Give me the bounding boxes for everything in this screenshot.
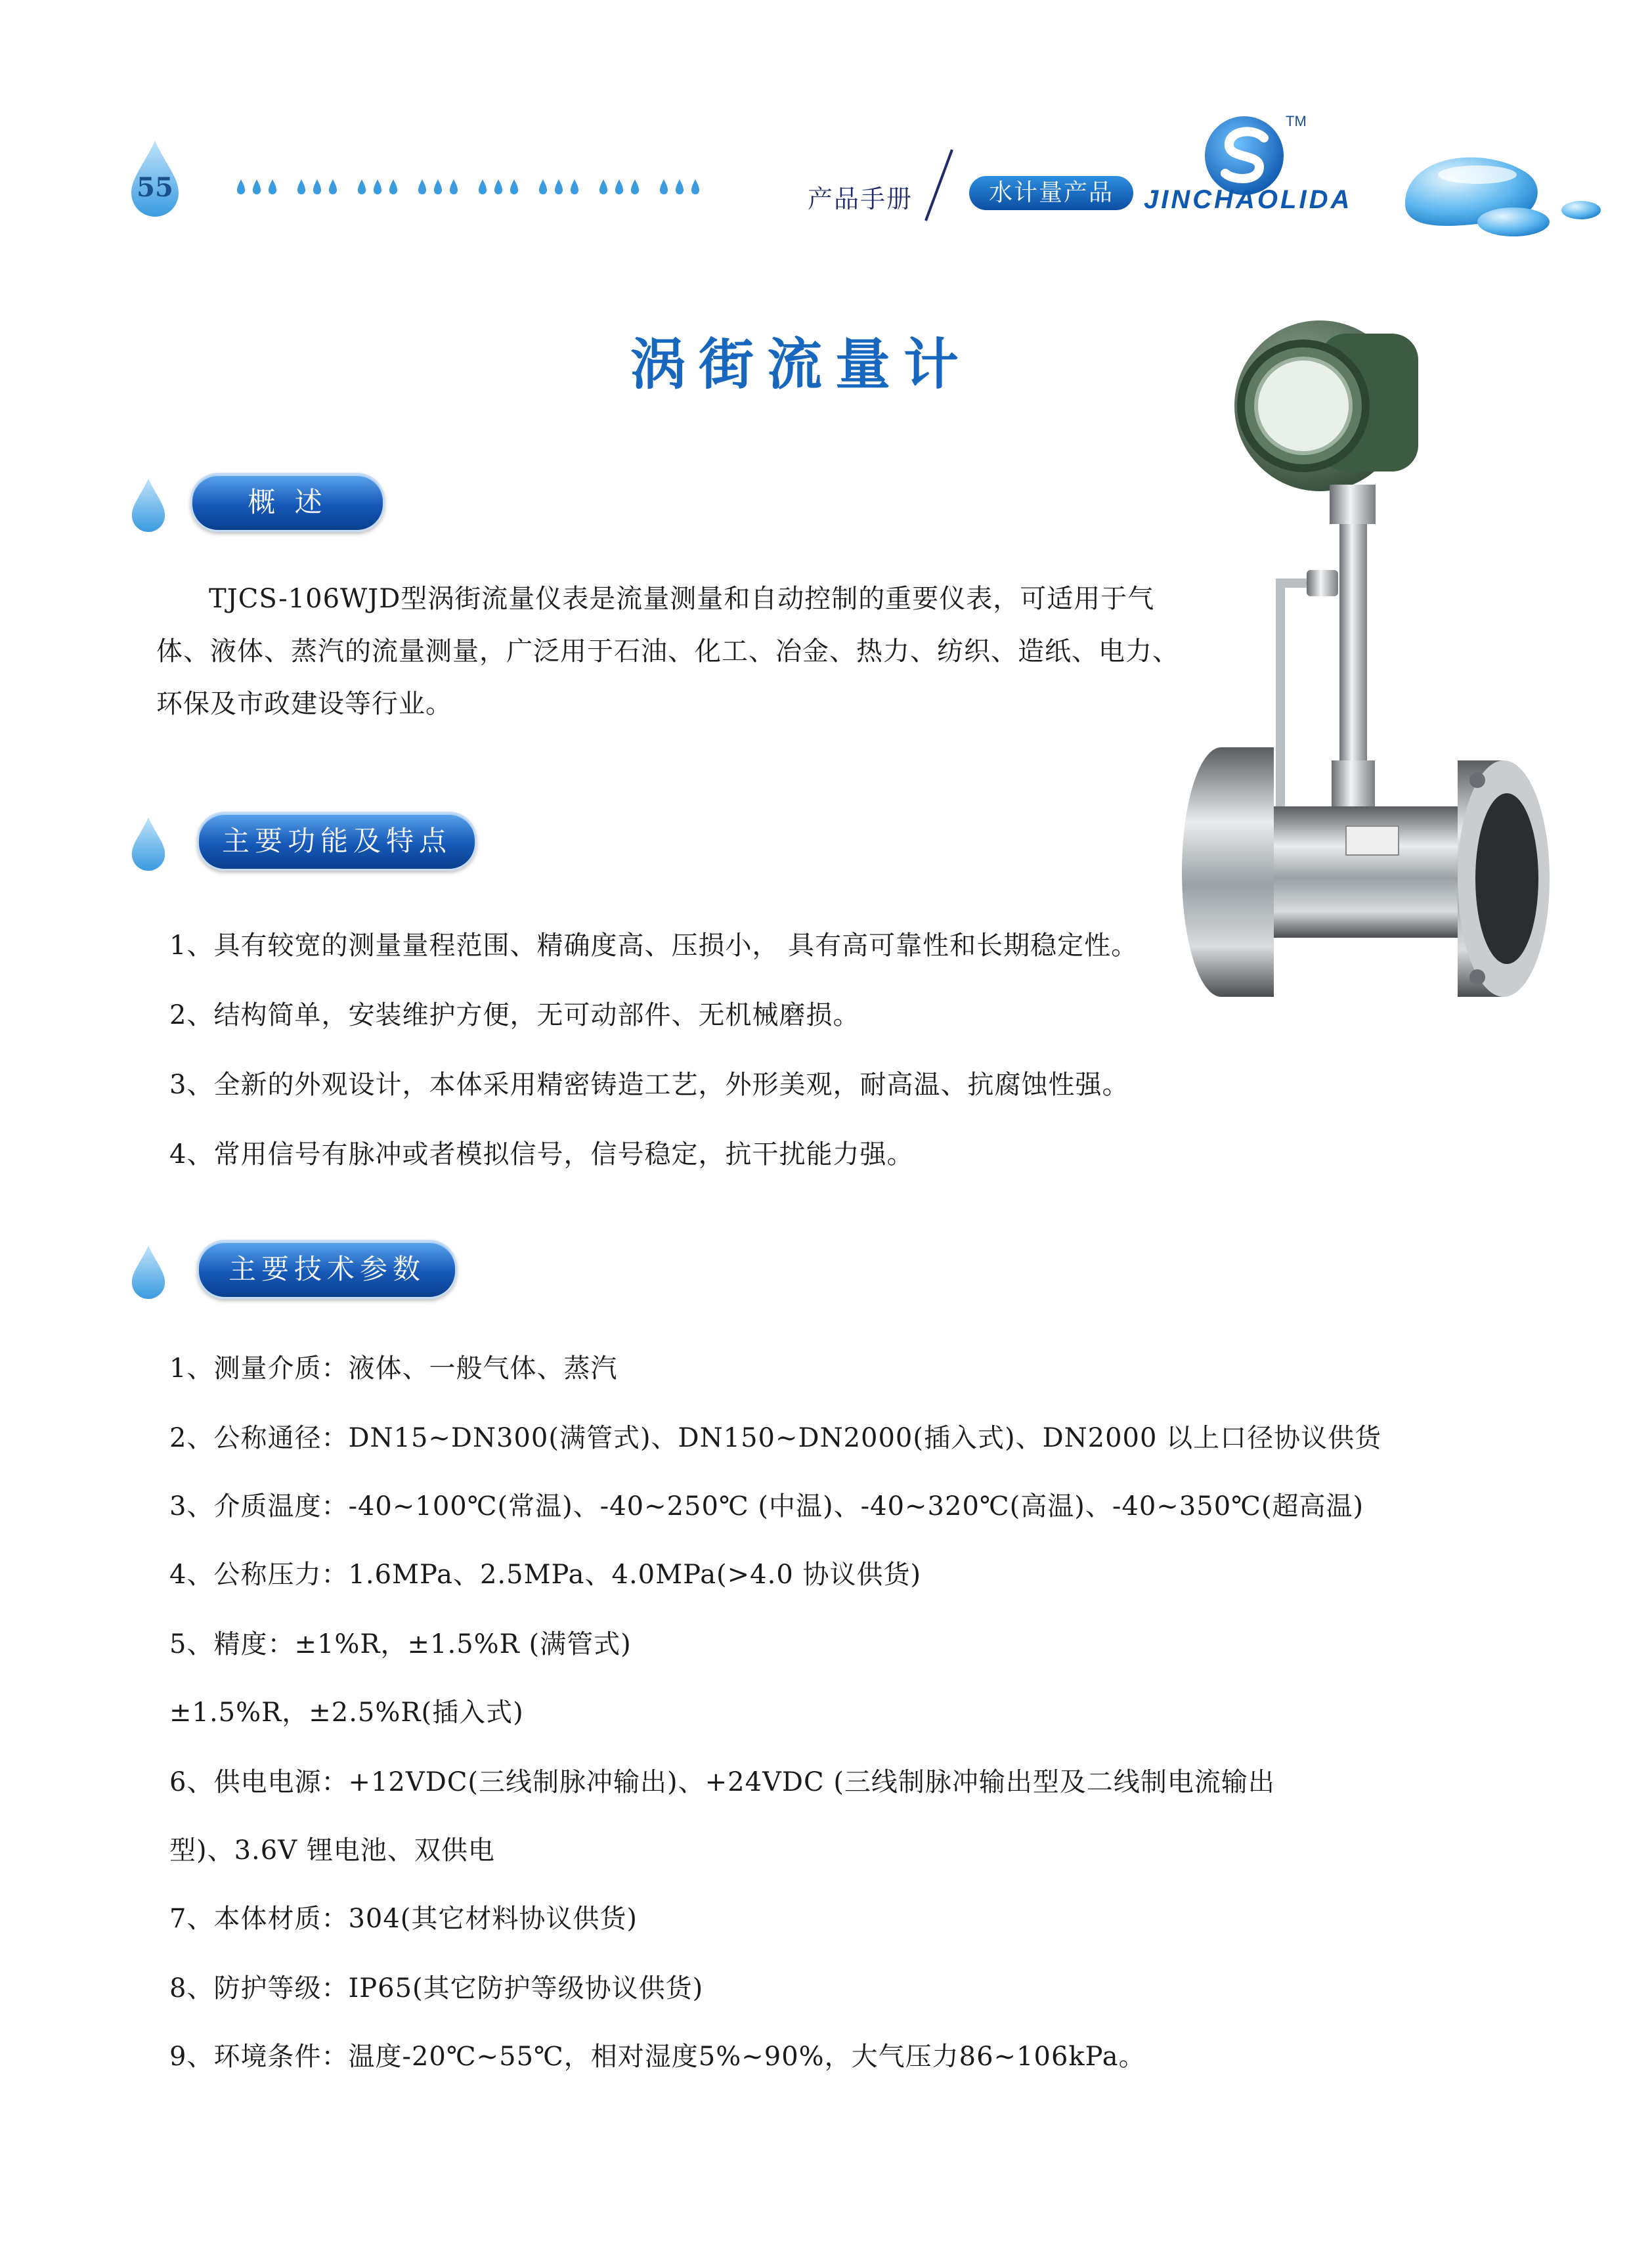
water-drop-icon [570, 179, 579, 196]
spec-item: 2、公称通径：DN15~DN300(满管式)、DN150~DN2000(插入式)、DN2000 以上口径协议供货 [169, 1423, 1382, 1453]
water-drop-icon [236, 179, 246, 196]
manual-label: 产品手册 [808, 185, 913, 213]
spec-item: 8、防护等级：IP65(其它防护等级协议供货) [169, 1973, 704, 2004]
vortex-flowmeter-image [1182, 307, 1550, 997]
water-drop-icon [449, 179, 458, 196]
water-drop-icon [373, 179, 382, 196]
page-title: 涡街流量计 [630, 332, 972, 397]
water-drop-icon [297, 179, 306, 196]
section-heading-features: 主要功能及特点 [197, 812, 477, 871]
water-drop-icon [357, 179, 366, 196]
water-drop-icon [691, 179, 700, 196]
spec-item: 7、本体材质：304(其它材料协议供货) [169, 1904, 638, 1934]
overview-paragraph: TJCS-106WJD型涡街流量仪表是流量测量和自动控制的重要仪表，可适用于气体、液体、蒸汽的流量测量，广泛用于石油、化工、冶金、热力、纺织、造纸、电力、环保及市政建设等行业。 [156, 584, 1179, 719]
water-drop-icon [130, 1240, 167, 1303]
water-drop-icon [659, 179, 668, 196]
spec-item: 5、精度：±1%R，±1.5%R (满管式) [169, 1629, 632, 1659]
section-heading-specs: 主要技术参数 [197, 1240, 457, 1299]
section-heading-overview: 概 述 [190, 473, 385, 532]
category-badge: 水计量产品 [969, 176, 1133, 210]
water-drop-icon [328, 179, 337, 196]
water-drop-icon [615, 179, 624, 196]
water-drop-icon [494, 179, 503, 196]
spec-item: 6、供电电源：+12VDC(三线制脉冲输出)、+24VDC (三线制脉冲输出型及二线制电流输出 [169, 1767, 1275, 1797]
water-drop-icon [418, 179, 427, 196]
spec-item: 9、环境条件：温度-20℃~55℃，相对湿度5%~90%，大气压力86~106kPa。 [169, 2042, 1146, 2072]
water-drop-icon [268, 179, 277, 196]
water-drop-icon [313, 179, 322, 196]
trademark: TM [1286, 113, 1307, 129]
water-drop-icon [478, 179, 487, 196]
water-drop-icon [554, 179, 563, 196]
feature-item: 1、具有较宽的测量量程范围、精确度高、压损小， 具有高可靠性和长期稳定性。 [169, 931, 1139, 961]
page-number: 55 [137, 172, 173, 203]
feature-item: 4、常用信号有脉冲或者模拟信号，信号稳定，抗干扰能力强。 [169, 1139, 914, 1170]
spec-item: 1、测量介质：液体、一般气体、蒸汽 [169, 1353, 618, 1384]
water-drop-icon [675, 179, 684, 196]
water-drop-icon [433, 179, 443, 196]
water-drop-icon [252, 179, 261, 196]
spec-item: 型)、3.6V 锂电池、双供电 [169, 1835, 495, 1866]
feature-item: 3、全新的外观设计，本体采用精密铸造工艺，外形美观，耐高温、抗腐蚀性强。 [169, 1070, 1129, 1100]
spec-item: ±1.5%R，±2.5%R(插入式) [169, 1698, 524, 1728]
water-drop-icon [510, 179, 519, 196]
water-drop-icon [630, 179, 640, 196]
spec-item: 4、公称压力：1.6MPa、2.5MPa、4.0MPa(>4.0 协议供货) [169, 1560, 922, 1590]
water-drop-icon [389, 179, 398, 196]
water-drop-icon [130, 812, 167, 875]
decorative-drop-row [236, 179, 700, 196]
water-drops-decoration [1399, 131, 1615, 250]
divider-slash [919, 146, 959, 225]
water-drop-icon [130, 473, 167, 536]
water-drop-icon [538, 179, 548, 196]
brand-name: JINCHAOLIDA [1144, 185, 1353, 214]
spec-item: 3、介质温度：-40~100℃(常温)、-40~250℃ (中温)、-40~320℃(高温)、-40~350℃(超高温) [169, 1491, 1364, 1522]
feature-item: 2、结构简单，安装维护方便，无可动部件、无机械磨损。 [169, 1000, 860, 1030]
water-drop-icon [599, 179, 608, 196]
